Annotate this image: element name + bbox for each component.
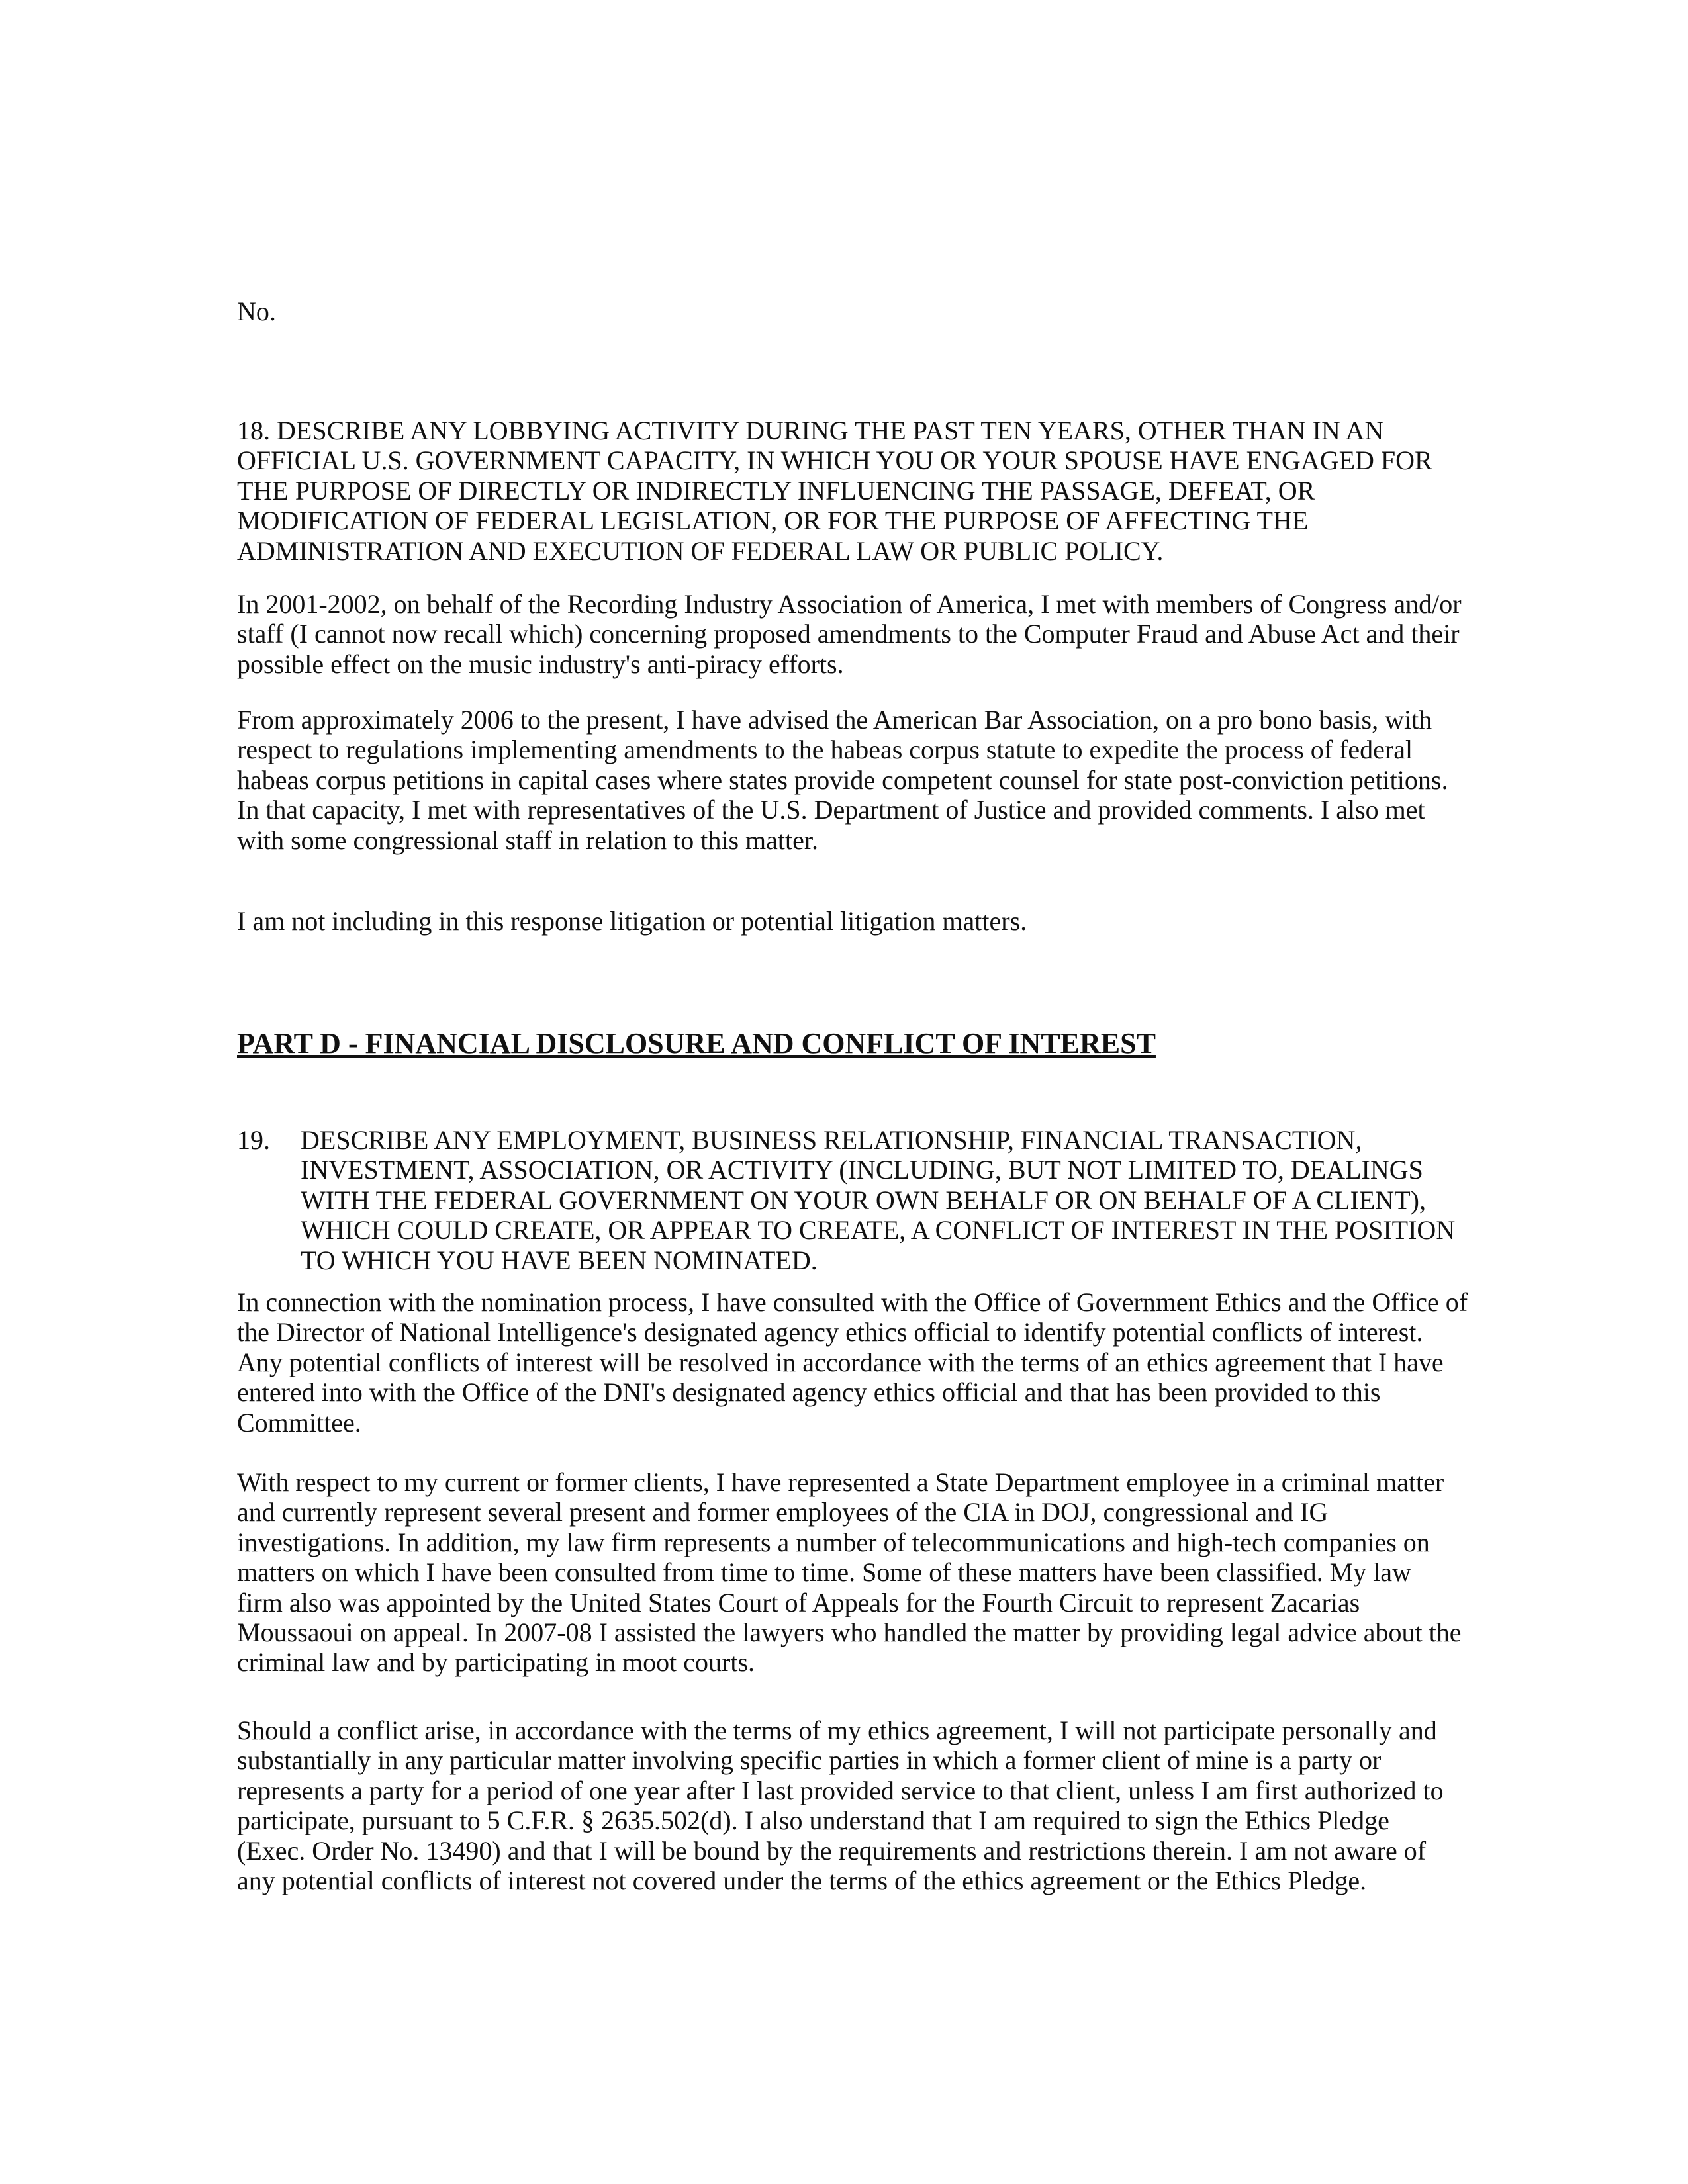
answer-18-paragraph-1 bbox=[237, 589, 1495, 679]
text-line: 18. DESCRIBE ANY LOBBYING ACTIVITY DURING THE PAST TEN YEARS, OTHER THAN IN AN bbox=[237, 416, 1384, 445]
question-19-text bbox=[237, 1125, 1495, 1275]
text-line: firm also was appointed by the United States Court of Appeals for the Fourth Circuit to represent Zacarias bbox=[237, 1587, 1360, 1617]
text-line: THE PURPOSE OF DIRECTLY OR INDIRECTLY INFLUENCING THE PASSAGE, DEFEAT, OR bbox=[237, 475, 1315, 506]
text-line: I am not including in this response litigation or potential litigation matters. bbox=[237, 906, 1027, 936]
question-18 bbox=[237, 416, 1495, 566]
text-line: In 2001-2002, on behalf of the Recording Industry Association of America, I met with members of Congress and/or bbox=[237, 589, 1462, 619]
answer-18-paragraph-2 bbox=[237, 705, 1495, 855]
text-line: investigations. In addition, my law firm represents a number of telecommunications and high-tech companies on bbox=[237, 1527, 1430, 1557]
text-line: Any potential conflicts of interest will be resolved in accordance with the terms of an ethics agreement that I have bbox=[237, 1347, 1444, 1377]
text-line: substantially in any particular matter involving specific parties in which a former client of mine is a party or bbox=[237, 1745, 1382, 1776]
text-line: ADMINISTRATION AND EXECUTION OF FEDERAL LAW OR PUBLIC POLICY. bbox=[237, 535, 1164, 566]
text-line: MODIFICATION OF FEDERAL LEGISLATION, OR FOR THE PURPOSE OF AFFECTING THE bbox=[237, 506, 1309, 536]
text-line: and currently represent several present and former employees of the CIA in DOJ, congressional and IG bbox=[237, 1497, 1329, 1527]
text-line: possible effect on the music industry's anti-piracy efforts. bbox=[237, 649, 844, 679]
text-line: respect to regulations implementing amendments to the habeas corpus statute to expedite the process of federal bbox=[237, 735, 1413, 765]
text-line: with some congressional staff in relation to this matter. bbox=[237, 825, 818, 855]
question-number: 19. bbox=[237, 1125, 270, 1155]
answer-19-paragraph-2 bbox=[237, 1467, 1495, 1678]
text-line: From approximately 2006 to the present, I have advised the American Bar Association, on a pro bono basis, with bbox=[237, 705, 1432, 735]
text-line: TO WHICH YOU HAVE BEEN NOMINATED. bbox=[301, 1245, 818, 1275]
text-line: entered into with the Office of the DNI's designated agency ethics official and that has been provided to this bbox=[237, 1377, 1381, 1408]
text-line: In that capacity, I met with representatives of the U.S. Department of Justice and provided comments. I also met bbox=[237, 795, 1425, 825]
text-line: participate, pursuant to 5 C.F.R. § 2635.502(d). I also understand that I am required to sign the Ethics Pledge bbox=[237, 1805, 1389, 1836]
text-line: habeas corpus petitions in capital cases where states provide competent counsel for state post-conviction petitions. bbox=[237, 764, 1448, 795]
text-line: (Exec. Order No. 13490) and that I will be bound by the requirements and restrictions therein. I am not aware of bbox=[237, 1835, 1427, 1866]
text-line: INVESTMENT, ASSOCIATION, OR ACTIVITY (INCLUDING, BUT NOT LIMITED TO, DEALINGS bbox=[301, 1155, 1423, 1185]
text-line: DESCRIBE ANY EMPLOYMENT, BUSINESS RELATIONSHIP, FINANCIAL TRANSACTION, bbox=[301, 1125, 1362, 1155]
text-line: Should a conflict arise, in accordance with the terms of my ethics agreement, I will not participate personally and bbox=[237, 1715, 1437, 1745]
question-19 bbox=[237, 1125, 1495, 1275]
part-d-heading: PART D - FINANCIAL DISCLOSURE AND CONFLICT OF INTEREST bbox=[237, 1027, 1156, 1060]
text-line: WITH THE FEDERAL GOVERNMENT ON YOUR OWN BEHALF OR ON BEHALF OF A CLIENT), bbox=[301, 1185, 1426, 1215]
text-line: Moussaoui on appeal. In 2007-08 I assisted the lawyers who handled the matter by providing legal advice about the bbox=[237, 1617, 1462, 1648]
text-line: the Director of National Intelligence's designated agency ethics official to identify potential conflicts of interest. bbox=[237, 1317, 1423, 1347]
answer-18-paragraph-3 bbox=[237, 906, 1495, 936]
text-line: Committee. bbox=[237, 1407, 361, 1437]
text-line: represents a party for a period of one year after I last provided service to that client, unless I am first authorized to bbox=[237, 1775, 1444, 1805]
text-line: OFFICIAL U.S. GOVERNMENT CAPACITY, IN WHICH YOU OR YOUR SPOUSE HAVE ENGAGED FOR bbox=[237, 445, 1432, 476]
text-line: With respect to my current or former clients, I have represented a State Department employee in a criminal matter bbox=[237, 1467, 1444, 1497]
text-line: any potential conflicts of interest not covered under the terms of the ethics agreement or the Ethics Pledge. bbox=[237, 1866, 1367, 1896]
text-line: criminal law and by participating in moot courts. bbox=[237, 1647, 755, 1678]
text-line: In connection with the nomination process, I have consulted with the Office of Government Ethics and the Office of bbox=[237, 1287, 1468, 1317]
text-line: WHICH COULD CREATE, OR APPEAR TO CREATE, A CONFLICT OF INTEREST IN THE POSITION bbox=[301, 1215, 1456, 1246]
answer-17: No. bbox=[237, 296, 276, 326]
text-line: staff (I cannot now recall which) concerning proposed amendments to the Computer Fraud and Abuse Act and their bbox=[237, 619, 1460, 649]
answer-19-paragraph-3 bbox=[237, 1715, 1495, 1895]
text-line: matters on which I have been consulted from time to time. Some of these matters have been classified. My law bbox=[237, 1557, 1411, 1588]
answer-19-paragraph-1 bbox=[237, 1287, 1495, 1437]
